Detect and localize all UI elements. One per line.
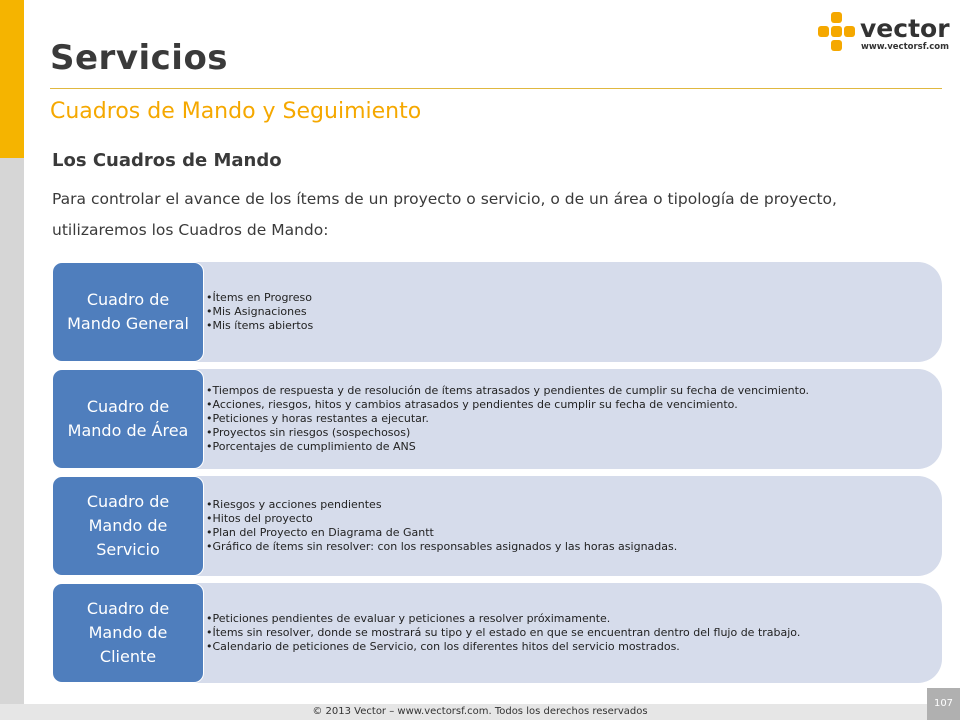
vector-logo (818, 12, 950, 56)
logo-url: www.vectorsf.com (861, 42, 949, 52)
title-divider (50, 88, 942, 89)
page-number: 107 (927, 688, 960, 720)
logo-mark-icon (818, 12, 856, 56)
list-item: • Mis Asignaciones (206, 305, 313, 319)
list-item: • Proyectos sin riesgos (sospechosos) (206, 426, 809, 440)
slide-subtitle: Cuadros de Mando y Seguimiento (50, 99, 422, 124)
card-general (52, 262, 942, 362)
card-content (182, 476, 942, 576)
list-item: • Riesgos y acciones pendientes (206, 498, 677, 512)
list-item: • Peticiones y horas restantes a ejecutar. (206, 412, 809, 426)
card-label: Cuadro de Mando de Servicio (52, 476, 204, 576)
list-item: • Mis ítems abiertos (206, 319, 313, 333)
card-servicio (52, 476, 942, 576)
card-label: Cuadro de Mando de Área (52, 369, 204, 469)
list-item: • Peticiones pendientes de evaluar y peticiones a resolver próximamente. (206, 612, 800, 626)
card-item-list (206, 291, 313, 333)
card-cliente (52, 583, 942, 683)
card-content (182, 583, 942, 683)
card-item-list (206, 612, 800, 654)
left-decoration-bar (0, 0, 24, 720)
slide-title: Servicios (50, 38, 229, 78)
card-content (182, 369, 942, 469)
list-item: • Calendario de peticiones de Servicio, con los diferentes hitos del servicio mostrados. (206, 640, 800, 654)
list-item: • Acciones, riesgos, hitos y cambios atrasados y pendientes de cumplir su fecha de vencimiento. (206, 398, 809, 412)
list-item: • Gráfico de ítems sin resolver: con los responsables asignados y las horas asignadas. (206, 540, 677, 554)
list-item: • Ítems sin resolver, donde se mostrará su tipo y el estado en que se encuentran dentro del flujo de trabajo. (206, 626, 800, 640)
list-item: • Plan del Proyecto en Diagrama de Gantt (206, 526, 677, 540)
logo-wordmark: vector (860, 14, 950, 43)
card-item-list (206, 384, 809, 454)
list-item: • Tiempos de respuesta y de resolución de ítems atrasados y pendientes de cumplir su fecha de vencimiento. (206, 384, 809, 398)
section-heading: Los Cuadros de Mando (52, 150, 282, 171)
intro-paragraph: Para controlar el avance de los ítems de un proyecto o servicio, o de un área o tipología de proyecto, utilizaremos los Cuadros de Mando: (52, 190, 837, 239)
list-item: • Porcentajes de cumplimiento de ANS (206, 440, 809, 454)
footer-copyright: © 2013 Vector – www.vectorsf.com. Todos los derechos reservados (312, 706, 648, 717)
card-label: Cuadro de Mando de Cliente (52, 583, 204, 683)
left-accent-block (0, 0, 24, 158)
card-area (52, 369, 942, 469)
card-label: Cuadro de Mando General (52, 262, 204, 362)
list-item: • Ítems en Progreso (206, 291, 313, 305)
list-item: • Hitos del proyecto (206, 512, 677, 526)
card-content (182, 262, 942, 362)
card-item-list (206, 498, 677, 554)
